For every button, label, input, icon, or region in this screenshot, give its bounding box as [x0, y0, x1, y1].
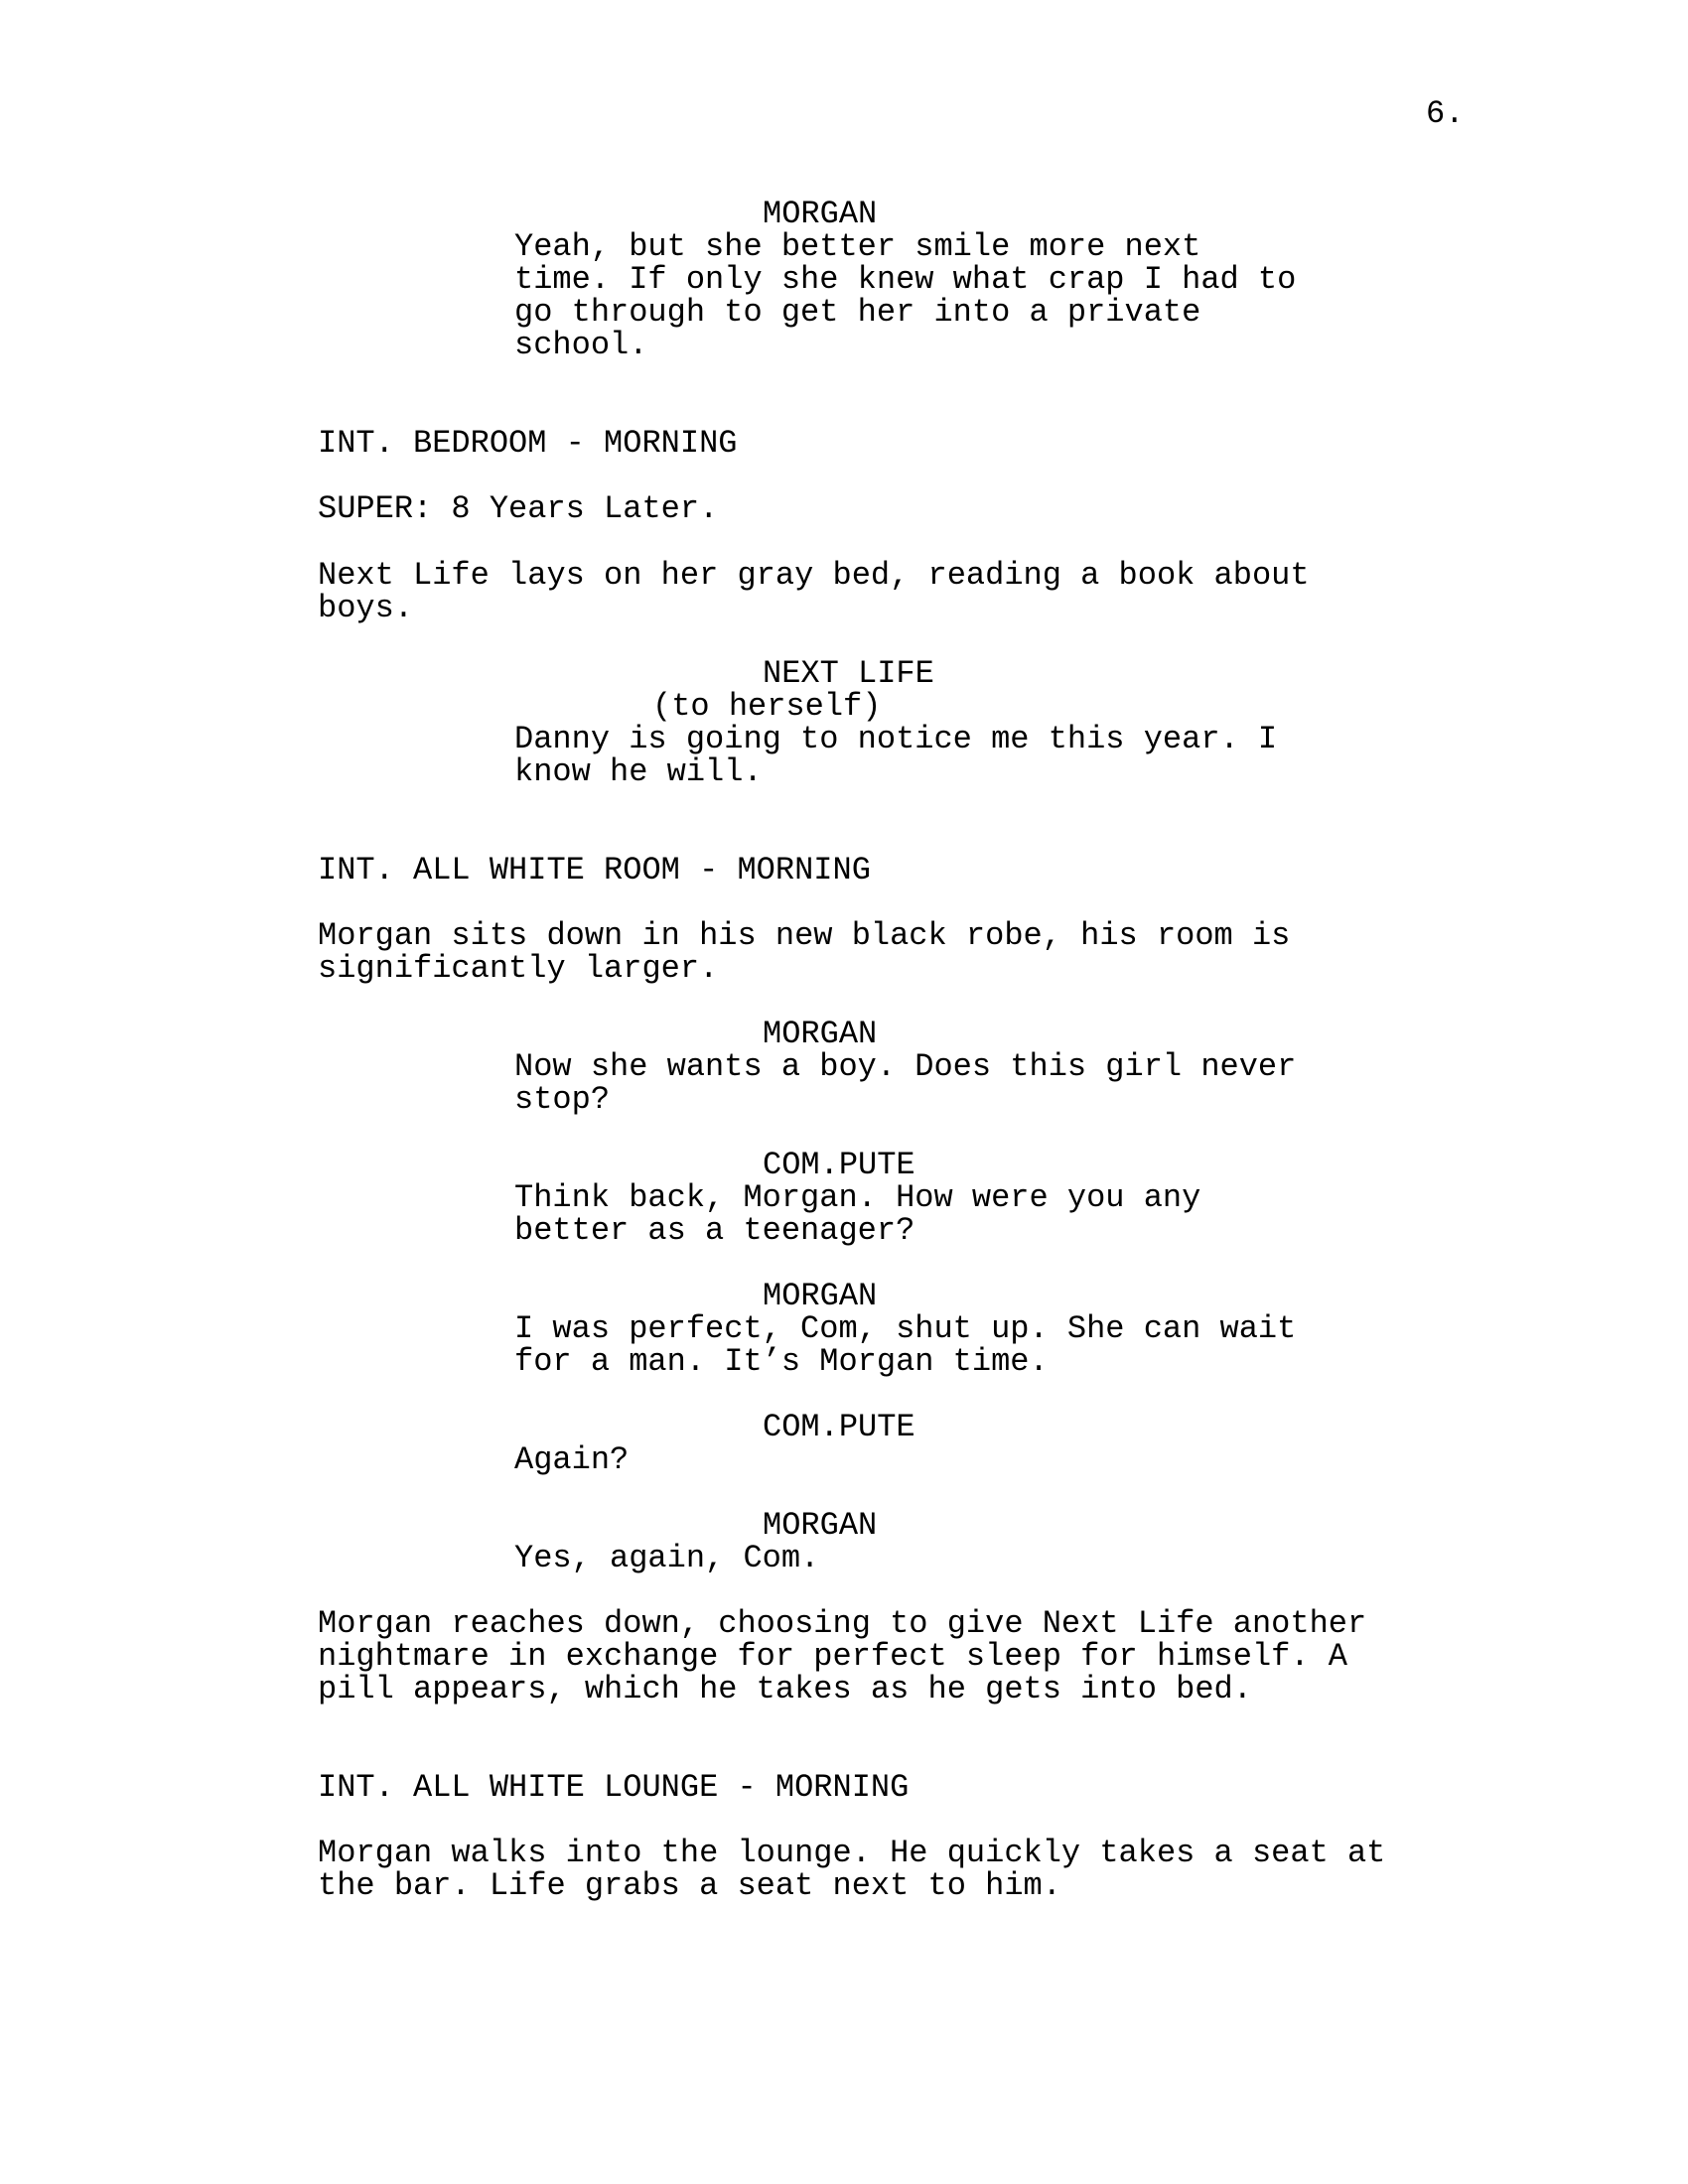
scene-heading: INT. BEDROOM - MORNING [318, 425, 738, 462]
action-line: Morgan reaches down, choosing to give Next Life another [318, 1605, 1367, 1642]
dialogue-line: for a man. It’s Morgan time. [514, 1343, 1049, 1380]
character-name: COM.PUTE [763, 1147, 915, 1183]
character-name: NEXT LIFE [763, 655, 934, 692]
page-number: 6. [1426, 95, 1465, 132]
action-line: nightmare in exchange for perfect sleep for himself. A [318, 1638, 1347, 1675]
dialogue-line: school. [514, 327, 648, 363]
action-line: Morgan walks into the lounge. He quickly takes a seat at [318, 1835, 1386, 1871]
action-line: the bar. Life grabs a seat next to him. [318, 1867, 1061, 1904]
character-name: COM.PUTE [763, 1409, 915, 1445]
dialogue-line: Now she wants a boy. Does this girl never [514, 1048, 1297, 1085]
dialogue-line: Think back, Morgan. How were you any [514, 1179, 1201, 1216]
dialogue-line: I was perfect, Com, shut up. She can wait [514, 1310, 1297, 1347]
scene-heading: INT. ALL WHITE LOUNGE - MORNING [318, 1769, 910, 1806]
dialogue-line: go through to get her into a private [514, 294, 1201, 331]
action-line: boys. [318, 590, 414, 626]
character-name: MORGAN [763, 1016, 878, 1052]
character-name: MORGAN [763, 196, 878, 232]
dialogue-line: Yes, again, Com. [514, 1540, 820, 1576]
dialogue-line: Yeah, but she better smile more next [514, 228, 1201, 265]
action-line: Next Life lays on her gray bed, reading a book about [318, 557, 1310, 594]
parenthetical: (to herself) [652, 688, 882, 725]
dialogue-line: better as a teenager? [514, 1212, 915, 1249]
action-line: pill appears, which he takes as he gets into bed. [318, 1671, 1252, 1707]
dialogue-line: stop? [514, 1081, 611, 1118]
action-line: SUPER: 8 Years Later. [318, 490, 719, 527]
dialogue-line: Again? [514, 1441, 630, 1478]
dialogue-line: Danny is going to notice me this year. I [514, 721, 1278, 757]
character-name: MORGAN [763, 1507, 878, 1544]
action-line: Morgan sits down in his new black robe, his room is [318, 917, 1291, 954]
character-name: MORGAN [763, 1278, 878, 1314]
scene-heading: INT. ALL WHITE ROOM - MORNING [318, 852, 871, 888]
action-line: significantly larger. [318, 950, 719, 987]
dialogue-line: know he will. [514, 753, 763, 790]
dialogue-line: time. If only she knew what crap I had to [514, 261, 1297, 298]
